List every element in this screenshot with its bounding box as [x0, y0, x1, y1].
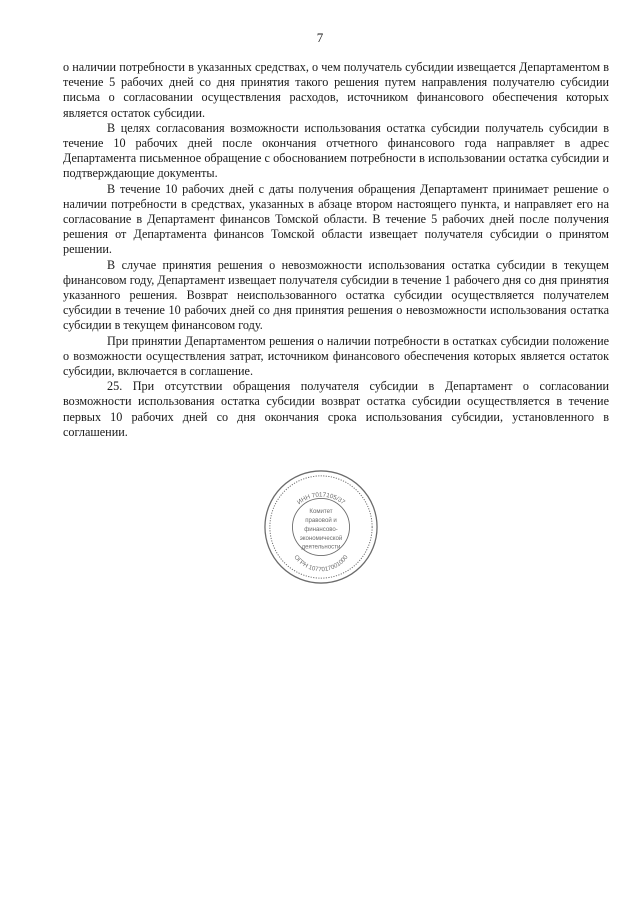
paragraph-6: 25. При отсутствии обращения получателя субсидии в Департамент о согласовании возможности использования остатка субсидии возврат остатка субсидии осуществляется в течение первых 10 рабочих дней со дня окончания срока использования субсидии, установленного в соглашении.: [63, 379, 609, 439]
paragraph-1: о наличии потребности в указанных средствах, о чем получатель субсидии извещается Департаментом в течение 5 рабочих дней со дня принятия такого решения путем направления получателю субсидии письма о согласовании осуществления расходов, источником финансового обеспечения которых является остаток субсидии.: [63, 60, 609, 120]
paragraph-3: В течение 10 рабочих дней с даты получения обращения Департамент принимает решение о наличии потребности в средствах, указанных в абзаце втором настоящего пункта, и направляет его на согласование в Департамент финансов Томской области. В течение 5 рабочих дней после получения решения от Департамента финансов Томской области извещает получателя субсидии о принятом решении.: [63, 181, 609, 257]
seal-line-2: правовой и: [305, 517, 337, 525]
seal-inn: ИНН 7017105/37: [295, 491, 347, 507]
official-seal: [262, 468, 380, 586]
paragraph-2: В целях согласования возможности использования остатка субсидии получатель субсидии в течение 10 рабочих дней после окончания отчетного финансового года направляет в адрес Департамента письменное обращение с обоснованием потребности в использовании остатка субсидии и подтверждающие документы.: [63, 120, 609, 181]
paragraph-4: В случае принятия решения о невозможности использования остатка субсидии в текущем финансовом году, Департамент извещает получателя субсидии в течение 1 рабочего дня со дня принятия указанного решения. Возврат неиспользованного остатка субсидии осуществляется получателем субсидии в течение 10 рабочих дней со дня принятия решения о невозможности использования остатка субсидии в текущем финансовом году.: [63, 257, 609, 333]
seal-ogrn: ОГРН 1077017001000: [292, 553, 350, 574]
seal-line-4: экономической: [299, 534, 343, 542]
seal-line-3: финансово-: [304, 525, 338, 533]
page-number: 7: [316, 30, 324, 45]
seal-line-5: деятельности: [301, 543, 341, 551]
seal-line-1: Комитет: [309, 508, 333, 516]
document-body: [63, 60, 609, 440]
paragraph-5: При принятии Департаментом решения о наличии потребности в остатках субсидии положение о возможности осуществления затрат, источником финансового обеспечения которых является остаток субсидии, включается в соглашение.: [63, 333, 609, 379]
